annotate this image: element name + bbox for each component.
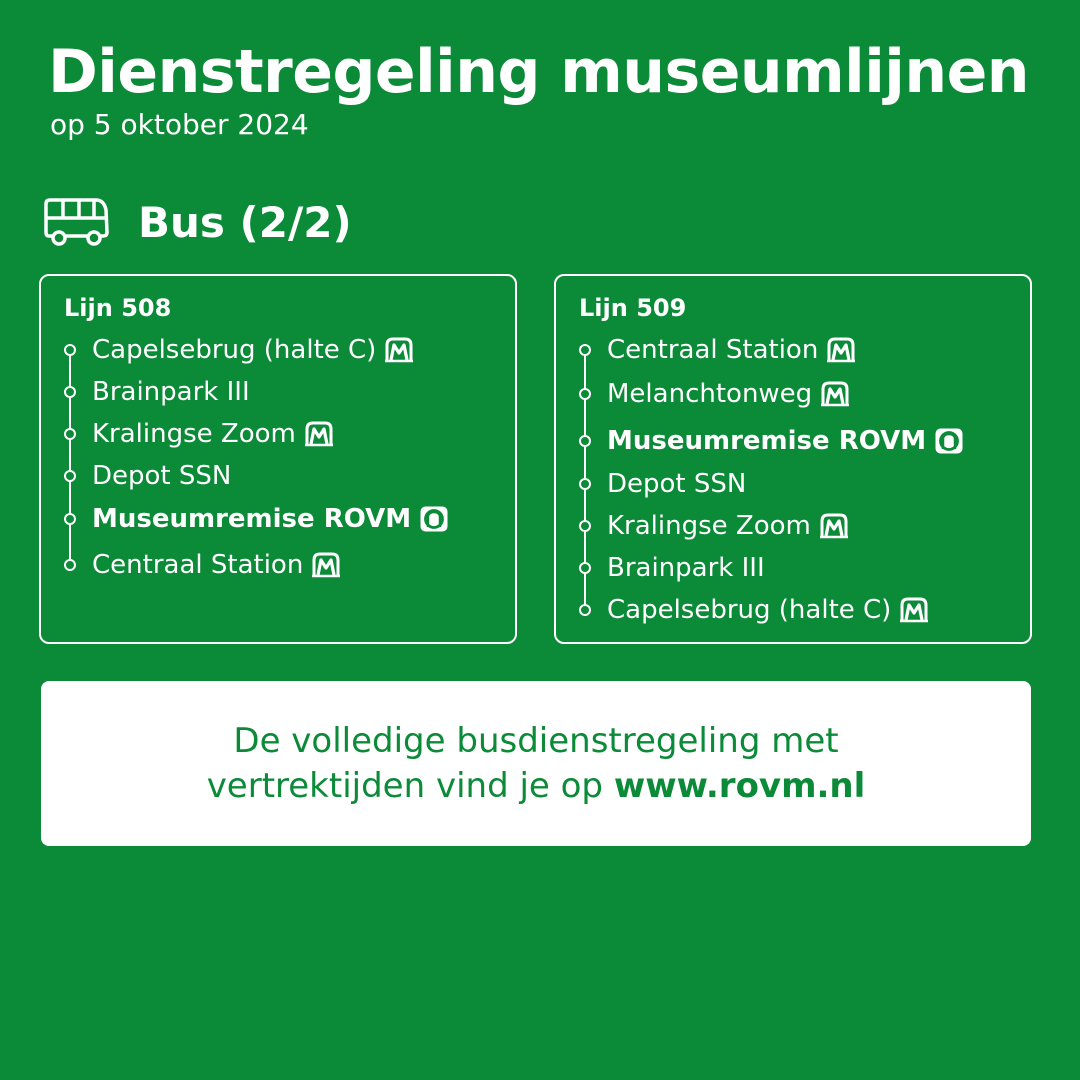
info-box — [41, 681, 1031, 846]
stop-dot — [64, 513, 76, 525]
route-title: Lijn 509 — [579, 294, 687, 322]
metro-icon — [820, 380, 850, 408]
metro-icon — [826, 336, 856, 364]
stop-name: Melanchtonweg — [607, 379, 813, 409]
stop-name: Brainpark III — [607, 553, 765, 583]
stop-dot — [579, 604, 591, 616]
stop-name: Kralingse Zoom — [607, 511, 811, 541]
stop-name: Capelsebrug (halte C) — [92, 335, 377, 365]
stop-dot — [579, 520, 591, 532]
metro-icon — [384, 336, 414, 364]
route-title: Lijn 508 — [64, 294, 172, 322]
bus-icon — [44, 196, 110, 248]
metro-icon — [311, 551, 341, 579]
stop-dot — [64, 470, 76, 482]
stop-dot — [579, 344, 591, 356]
info-line-2-text: vertrektijden vind je op — [206, 765, 614, 806]
stop-name: Brainpark III — [92, 377, 250, 407]
stop-dot — [64, 559, 76, 571]
stop-name: Centraal Station — [607, 335, 819, 365]
info-line-2 — [207, 764, 866, 808]
page-title: Dienstregeling museumlijnen — [48, 37, 1029, 107]
section-label: Bus (2/2) — [138, 197, 352, 247]
stop-dot — [64, 428, 76, 440]
stop-dot — [579, 478, 591, 490]
route-card-508 — [39, 274, 517, 644]
metro-icon — [819, 512, 849, 540]
route-card-509 — [554, 274, 1032, 644]
stop-name: Museumremise ROVM — [607, 426, 927, 456]
stop-name: Centraal Station — [92, 550, 304, 580]
stop-list — [556, 276, 1030, 642]
tram-museum-icon — [419, 505, 449, 533]
stop-dot — [579, 562, 591, 574]
stop-dot — [579, 388, 591, 400]
stop-list — [41, 276, 515, 642]
route-line — [69, 350, 71, 565]
info-line-1: De volledige busdienstregeling met — [233, 721, 839, 762]
section-heading — [44, 196, 352, 248]
stop-name: Capelsebrug (halte C) — [607, 595, 892, 625]
stop-dot — [579, 435, 591, 447]
website-link[interactable]: www.rovm.nl — [613, 765, 866, 806]
tram-museum-icon — [934, 427, 964, 455]
stop-name: Museumremise ROVM — [92, 504, 412, 534]
stop-name: Kralingse Zoom — [92, 419, 296, 449]
stop-dot — [64, 386, 76, 398]
stop-dot — [64, 344, 76, 356]
page-subtitle: op 5 oktober 2024 — [50, 108, 309, 141]
metro-icon — [304, 420, 334, 448]
stop-name: Depot SSN — [607, 469, 747, 499]
metro-icon — [899, 596, 929, 624]
stop-name: Depot SSN — [92, 461, 232, 491]
